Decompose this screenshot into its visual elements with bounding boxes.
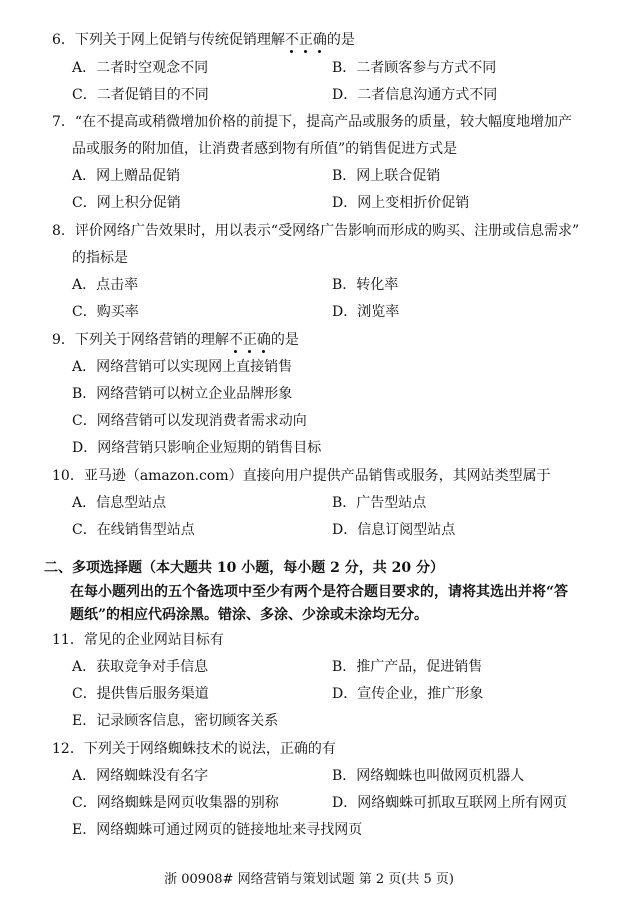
emphasis-char: 正 xyxy=(243,332,257,348)
q11-option-c: C．提供售后服务渠道 xyxy=(72,686,209,702)
q7-option-d: D．网上变相折价促销 xyxy=(332,195,470,211)
question-8-stem-line1: 8．评价网络广告效果时，用以表示“受网络广告影响而形成的购买、注册或信息需求” xyxy=(52,223,580,239)
q10-option-b: B．广告型站点 xyxy=(332,495,427,511)
question-6-text-end: 的是 xyxy=(326,32,355,48)
emphasis-dot xyxy=(262,350,265,353)
q7-option-a: A．网上赠品促销 xyxy=(72,168,181,184)
q12-option-a: A．网络蜘蛛没有名字 xyxy=(72,768,209,784)
q9-option-b: B．网络营销可以树立企业品牌形象 xyxy=(72,386,293,402)
q10-option-c: C．在线销售型站点 xyxy=(72,522,195,538)
q11-option-d: D．宣传企业，推广形象 xyxy=(332,686,484,702)
emphasis-char: 确 xyxy=(313,32,327,48)
emphasis-dot xyxy=(304,50,307,53)
emphasis-dot xyxy=(318,50,321,53)
q10-option-d: D．信息订阅型站点 xyxy=(332,522,456,538)
q6-option-c: C．二者促销目的不同 xyxy=(72,87,209,103)
q8-option-b: B．转化率 xyxy=(332,277,399,293)
question-10-stem: 10．亚马逊（amazon.com）直接向用户提供产品销售或服务，其网站类型属于 xyxy=(52,468,551,484)
question-12-stem: 12．下列关于网络蜘蛛技术的说法，正确的有 xyxy=(52,741,336,757)
q7-option-b: B．网上联合促销 xyxy=(332,168,441,184)
q11-option-e: E．记录顾客信息，密切顾客关系 xyxy=(72,713,279,729)
question-7-stem-line2: 品或服务的附加值，让消费者感到物有所值”的销售促进方式是 xyxy=(72,141,458,157)
question-7-stem-line1: 7．“在不提高或稍微增加价格的前提下，提高产品或服务的质量，较大幅度地增加产 xyxy=(52,114,573,130)
q11-option-b: B．推广产品，促进销售 xyxy=(332,659,483,675)
q6-option-b: B．二者顾客参与方式不同 xyxy=(332,60,497,76)
emphasis-char: 不 xyxy=(229,332,243,348)
q8-option-c: C．购买率 xyxy=(72,304,139,320)
q12-option-c: C．网络蜘蛛是网页收集器的别称 xyxy=(72,795,279,811)
question-9-text: 9．下列关于网络营销的理解 xyxy=(52,332,229,348)
question-9-text-end: 的是 xyxy=(270,332,299,348)
section-2-instructions-line1: 在每小题列出的五个备选项中至少有两个是符合题目要求的，请将其选出并将“答 xyxy=(70,584,569,600)
emphasis-dot xyxy=(248,350,251,353)
page-footer: 浙 00908# 网络营销与策划试题 第 2 页(共 5 页) xyxy=(164,872,454,887)
section-2-instructions-line2: 题纸”的相应代码涂黑。错涂、多涂、少涂或未涂均无分。 xyxy=(70,607,429,623)
question-6-text: 6．下列关于网上促销与传统促销理解 xyxy=(52,32,285,48)
emphasis-char: 确 xyxy=(257,332,271,348)
q9-option-c: C．网络营销可以发现消费者需求动向 xyxy=(72,413,307,429)
q11-option-a: A．获取竞争对手信息 xyxy=(72,659,209,675)
section-2-title: 二、多项选择题（本大题共 10 小题，每小题 2 分，共 20 分） xyxy=(44,560,444,576)
q10-option-a: A．信息型站点 xyxy=(72,495,167,511)
emphasis-char: 正 xyxy=(299,32,313,48)
question-8-stem-line2: 的指标是 xyxy=(72,250,128,266)
q12-option-e: E．网络蜘蛛可通过网页的链接地址来寻找网页 xyxy=(72,822,363,838)
question-11-stem: 11．常见的企业网站目标有 xyxy=(52,632,224,648)
q8-option-d: D．浏览率 xyxy=(332,304,400,320)
emphasis-dot xyxy=(290,50,293,53)
question-9-stem xyxy=(52,330,299,350)
emphasis-dot xyxy=(234,350,237,353)
q7-option-c: C．网上积分促销 xyxy=(72,195,181,211)
q12-option-d: D．网络蜘蛛可抓取互联网上所有网页 xyxy=(332,795,568,811)
q9-option-a: A．网络营销可以实现网上直接销售 xyxy=(72,359,293,375)
q6-option-d: D．二者信息沟通方式不同 xyxy=(332,87,498,103)
q12-option-b: B．网络蜘蛛也叫做网页机器人 xyxy=(332,768,525,784)
question-6-stem xyxy=(52,30,355,50)
emphasis-char: 不 xyxy=(285,32,299,48)
q8-option-a: A．点击率 xyxy=(72,277,139,293)
q6-option-a: A．二者时空观念不同 xyxy=(72,60,209,76)
q9-option-d: D．网络营销只影响企业短期的销售目标 xyxy=(72,440,322,456)
